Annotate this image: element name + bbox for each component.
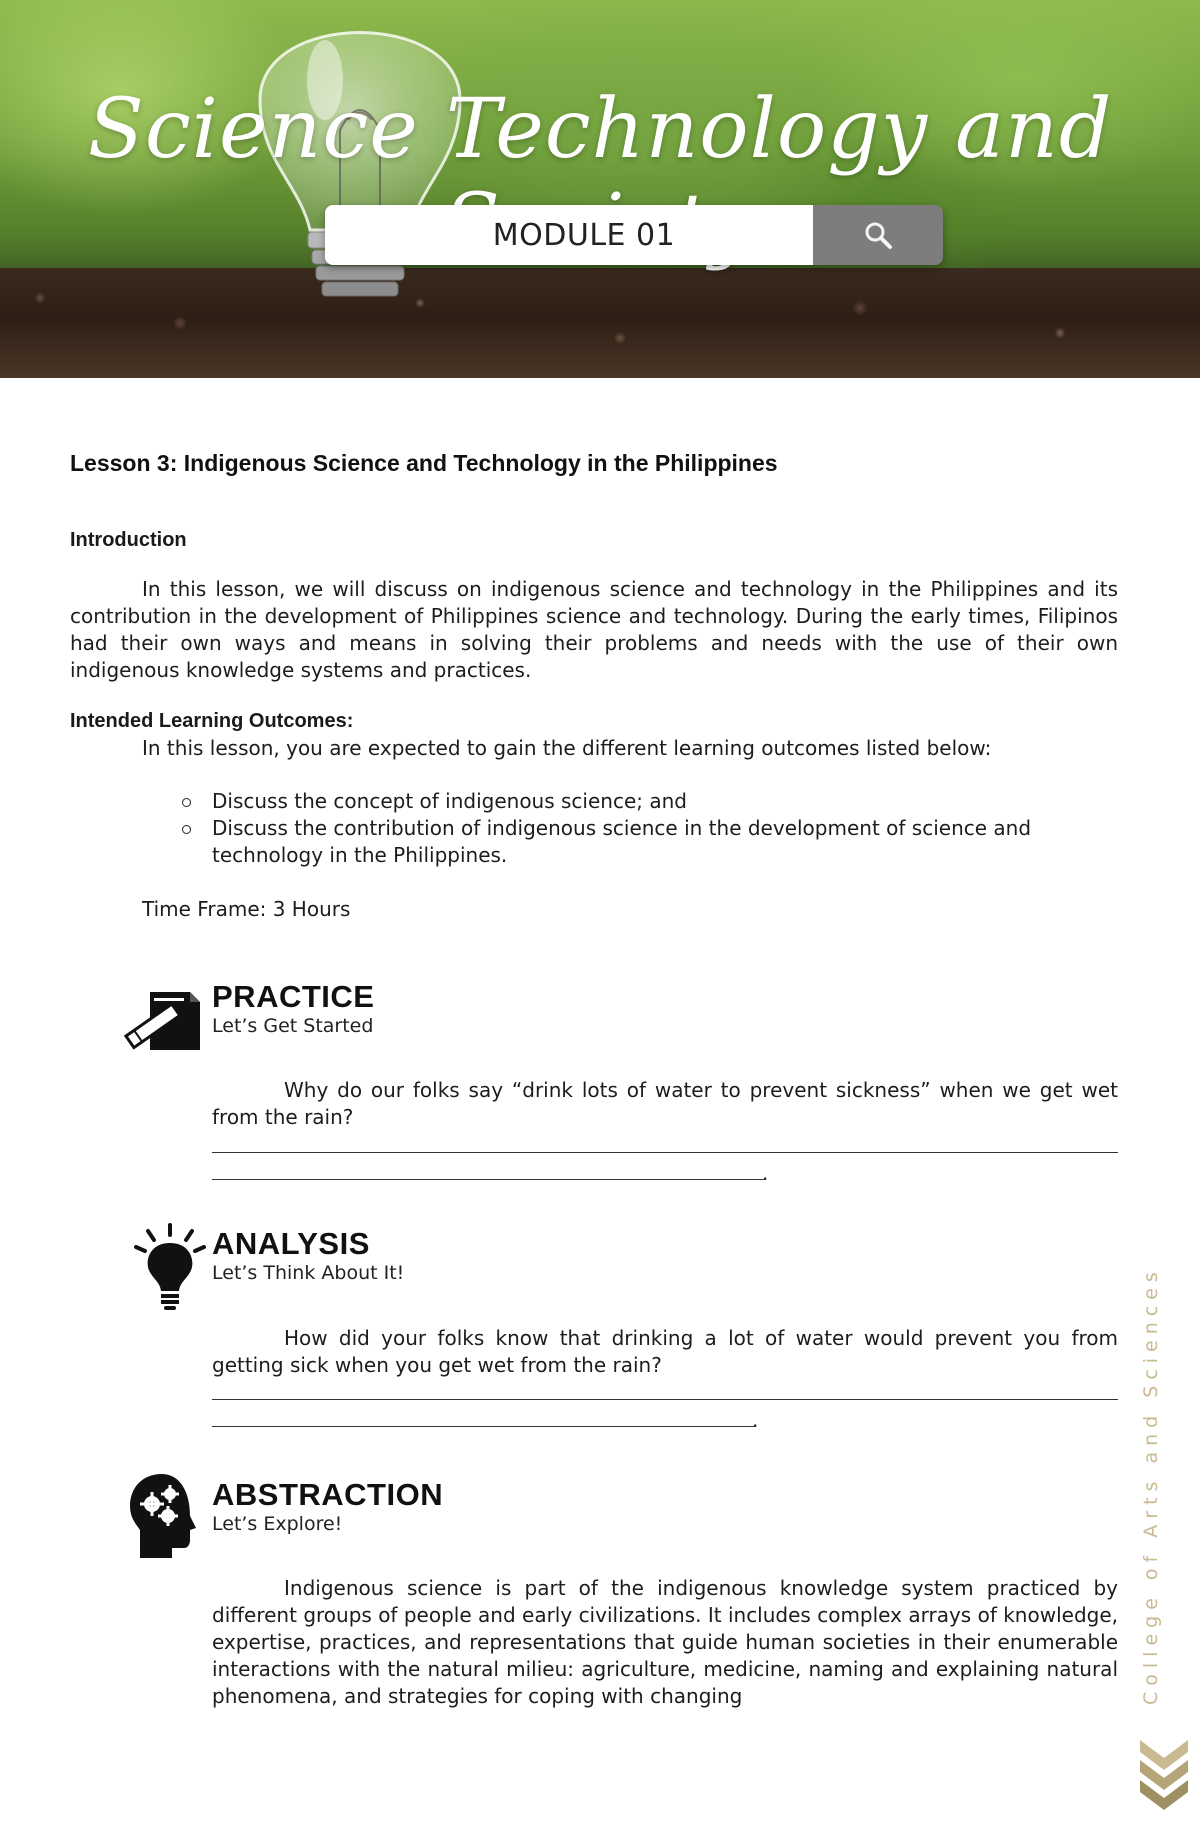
answer-line[interactable] bbox=[212, 1399, 1118, 1400]
analysis-subtitle: Let’s Think About It! bbox=[212, 1262, 405, 1284]
college-sidebar-text: College of Arts and Sciences bbox=[1140, 1266, 1162, 1705]
search-input[interactable] bbox=[325, 205, 813, 265]
header-banner bbox=[0, 0, 1200, 378]
list-item: Discuss the concept of indigenous science; and bbox=[182, 788, 1062, 815]
abstraction-subtitle: Let’s Explore! bbox=[212, 1513, 343, 1535]
period-mark: . bbox=[762, 1161, 769, 1185]
head-gears-icon bbox=[128, 1472, 200, 1562]
practice-header bbox=[212, 980, 374, 1038]
introduction-heading: Introduction bbox=[70, 529, 187, 551]
search-bar bbox=[325, 205, 943, 265]
abstraction-header bbox=[212, 1478, 443, 1536]
soil-background bbox=[0, 268, 1200, 378]
practice-subtitle: Let’s Get Started bbox=[212, 1015, 374, 1037]
answer-line[interactable] bbox=[212, 1152, 1118, 1153]
practice-title: PRACTICE bbox=[212, 979, 375, 1014]
outcomes-list bbox=[182, 788, 1062, 869]
list-item: Discuss the contribution of indigenous science in the development of science and technology in the Philippines. bbox=[182, 815, 1062, 869]
analysis-header bbox=[212, 1227, 404, 1285]
learning-outcomes-intro: In this lesson, you are expected to gain the different learning outcomes listed below: bbox=[142, 736, 992, 760]
banner-title: Science Technology and bbox=[87, 82, 1113, 177]
practice-question: Why do our folks say “drink lots of water to prevent sickness” when we get wet from the rain? bbox=[212, 1078, 1118, 1129]
introduction-paragraph: In this lesson, we will discuss on indigenous science and technology in the Philippines and its contribution in the development of Philippines science and technology. During the early times, Filipinos had their own ways and means in solving their problems and needs with the use of their own indigenous knowledge systems and practices. bbox=[70, 577, 1118, 682]
analysis-question: How did your folks know that drinking a lot of water would prevent you from getting sick when you get wet from the rain? bbox=[212, 1326, 1118, 1377]
abstraction-title: ABSTRACTION bbox=[212, 1477, 444, 1512]
analysis-title: ANALYSIS bbox=[212, 1226, 370, 1261]
answer-line[interactable] bbox=[212, 1179, 764, 1180]
lesson-title: Lesson 3: Indigenous Science and Technology in the Philippines bbox=[70, 450, 778, 476]
abstraction-paragraph: Indigenous science is part of the indigenous knowledge system practiced by different groups of people and early civilizations. It includes complex arrays of knowledge, expertise, practices, and representations that guide human societies in their enumerable interactions with the natural milieu: agriculture, medicine, naming and explaining natural phenomena, and strategies for coping with changing bbox=[212, 1576, 1118, 1708]
time-frame: Time Frame: 3 Hours bbox=[142, 897, 351, 921]
learning-outcomes-heading: Intended Learning Outcomes: bbox=[70, 710, 354, 732]
note-pencil-icon bbox=[120, 984, 204, 1056]
chevron-stack-icon bbox=[1138, 1738, 1190, 1818]
answer-line[interactable] bbox=[212, 1426, 754, 1427]
search-button[interactable] bbox=[813, 205, 943, 265]
period-mark: . bbox=[752, 1408, 759, 1432]
lesson-content bbox=[70, 450, 1120, 923]
lightbulb-icon bbox=[132, 1223, 208, 1313]
magnifier-icon bbox=[863, 220, 893, 250]
